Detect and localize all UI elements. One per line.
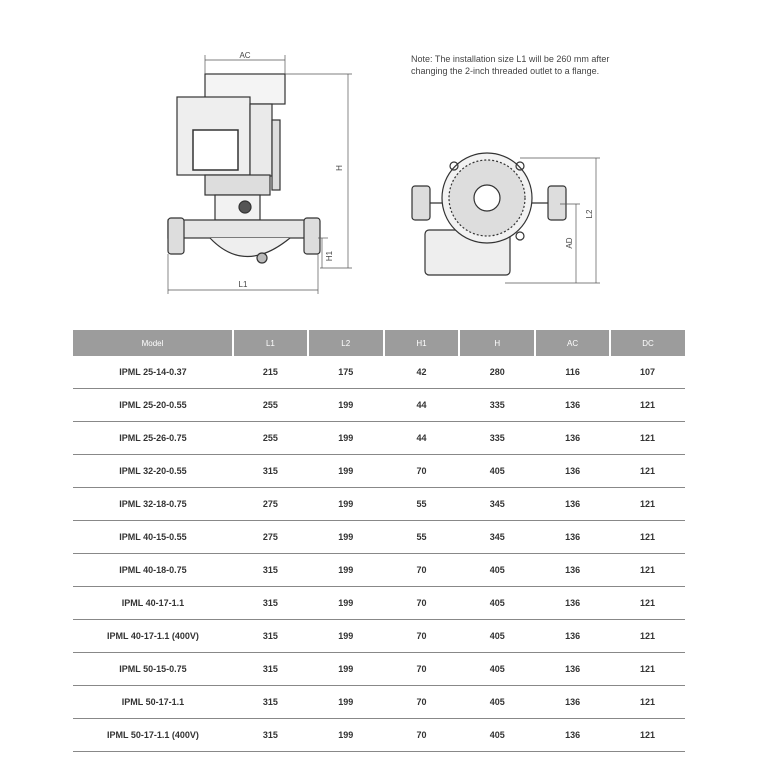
cell-h1: 42 <box>384 356 460 389</box>
cell-model: IPML 32-20-0.55 <box>73 455 233 488</box>
cell-h1: 44 <box>384 389 460 422</box>
cell-h1: 44 <box>384 422 460 455</box>
cell-ac: 136 <box>535 455 610 488</box>
cell-h: 280 <box>459 356 535 389</box>
cell-model: IPML 25-20-0.55 <box>73 389 233 422</box>
cell-dc: 121 <box>610 587 685 620</box>
cell-h: 405 <box>459 686 535 719</box>
cell-dc: 121 <box>610 554 685 587</box>
cell-l1: 275 <box>233 521 308 554</box>
cell-l2: 199 <box>308 620 384 653</box>
dim-label-ad: AD <box>565 237 574 249</box>
cell-l1: 215 <box>233 356 308 389</box>
cell-ac: 136 <box>535 488 610 521</box>
cell-h1: 70 <box>384 719 460 752</box>
column-header-ac: AC <box>535 330 610 356</box>
cell-l1: 315 <box>233 653 308 686</box>
cell-model: IPML 40-18-0.75 <box>73 554 233 587</box>
cell-model: IPML 25-14-0.37 <box>73 356 233 389</box>
cell-ac: 136 <box>535 389 610 422</box>
cell-l2: 199 <box>308 521 384 554</box>
cell-model: IPML 50-17-1.1 <box>73 686 233 719</box>
dim-label-h: H <box>335 165 344 171</box>
cell-dc: 121 <box>610 488 685 521</box>
dim-label-h1: H1 <box>325 250 334 262</box>
cell-dc: 121 <box>610 686 685 719</box>
cell-ac: 136 <box>535 422 610 455</box>
cell-h1: 70 <box>384 653 460 686</box>
pump-top-view <box>412 153 566 275</box>
dim-label-l2: L2 <box>585 209 594 219</box>
cell-l2: 199 <box>308 554 384 587</box>
cell-h: 405 <box>459 455 535 488</box>
cell-h1: 70 <box>384 686 460 719</box>
cell-ac: 136 <box>535 521 610 554</box>
cell-l2: 175 <box>308 356 384 389</box>
cell-model: IPML 32-18-0.75 <box>73 488 233 521</box>
table-row <box>73 455 685 488</box>
cell-l2: 199 <box>308 653 384 686</box>
cell-dc: 121 <box>610 389 685 422</box>
cell-ac: 136 <box>535 653 610 686</box>
pump-side-view <box>168 74 320 263</box>
cell-h1: 55 <box>384 521 460 554</box>
cell-dc: 121 <box>610 653 685 686</box>
pump-dimension-drawing <box>0 0 768 320</box>
cell-dc: 121 <box>610 620 685 653</box>
cell-h: 345 <box>459 521 535 554</box>
cell-l2: 199 <box>308 587 384 620</box>
cell-l2: 199 <box>308 719 384 752</box>
cell-h1: 55 <box>384 488 460 521</box>
cell-l2: 199 <box>308 488 384 521</box>
cell-h: 335 <box>459 422 535 455</box>
cell-model: IPML 25-26-0.75 <box>73 422 233 455</box>
cell-h1: 70 <box>384 455 460 488</box>
cell-dc: 121 <box>610 422 685 455</box>
cell-l2: 199 <box>308 389 384 422</box>
column-header-l2: L2 <box>308 330 384 356</box>
table-row <box>73 389 685 422</box>
cell-dc: 121 <box>610 719 685 752</box>
cell-l2: 199 <box>308 455 384 488</box>
cell-l1: 315 <box>233 620 308 653</box>
table-row <box>73 620 685 653</box>
cell-h: 405 <box>459 719 535 752</box>
cell-h: 405 <box>459 653 535 686</box>
cell-l1: 255 <box>233 422 308 455</box>
cell-h: 405 <box>459 554 535 587</box>
cell-model: IPML 40-17-1.1 <box>73 587 233 620</box>
table-row <box>73 521 685 554</box>
column-header-h: H <box>459 330 535 356</box>
table-row <box>73 488 685 521</box>
cell-l1: 315 <box>233 587 308 620</box>
cell-h: 335 <box>459 389 535 422</box>
table-row <box>73 356 685 389</box>
installation-note: Note: The installation size L1 will be 260 mm after changing the 2-inch threaded outlet to a flange. <box>411 54 610 76</box>
table-row <box>73 554 685 587</box>
cell-ac: 136 <box>535 620 610 653</box>
column-header-model: Model <box>73 330 233 356</box>
cell-h1: 70 <box>384 554 460 587</box>
table-row <box>73 686 685 719</box>
dim-label-l1: L1 <box>238 280 248 289</box>
cell-l2: 199 <box>308 686 384 719</box>
cell-h: 345 <box>459 488 535 521</box>
column-header-dc: DC <box>610 330 685 356</box>
cell-ac: 136 <box>535 719 610 752</box>
cell-model: IPML 50-15-0.75 <box>73 653 233 686</box>
table-row <box>73 587 685 620</box>
column-header-h1: H1 <box>384 330 460 356</box>
cell-h1: 70 <box>384 620 460 653</box>
cell-l1: 275 <box>233 488 308 521</box>
cell-model: IPML 50-17-1.1 (400V) <box>73 719 233 752</box>
cell-l1: 315 <box>233 554 308 587</box>
cell-h1: 70 <box>384 587 460 620</box>
cell-l1: 255 <box>233 389 308 422</box>
dim-label-ac: AC <box>239 51 251 60</box>
table-row <box>73 422 685 455</box>
cell-h: 405 <box>459 620 535 653</box>
cell-l2: 199 <box>308 422 384 455</box>
cell-model: IPML 40-17-1.1 (400V) <box>73 620 233 653</box>
cell-dc: 121 <box>610 455 685 488</box>
cell-dc: 121 <box>610 521 685 554</box>
cell-ac: 136 <box>535 554 610 587</box>
table-row <box>73 653 685 686</box>
column-header-l1: L1 <box>233 330 308 356</box>
cell-ac: 136 <box>535 587 610 620</box>
cell-l1: 315 <box>233 686 308 719</box>
dimensions-table <box>73 330 685 752</box>
cell-dc: 107 <box>610 356 685 389</box>
cell-ac: 116 <box>535 356 610 389</box>
table-header-row <box>73 330 685 356</box>
table-row <box>73 719 685 752</box>
cell-l1: 315 <box>233 719 308 752</box>
cell-l1: 315 <box>233 455 308 488</box>
cell-h: 405 <box>459 587 535 620</box>
cell-model: IPML 40-15-0.55 <box>73 521 233 554</box>
cell-ac: 136 <box>535 686 610 719</box>
